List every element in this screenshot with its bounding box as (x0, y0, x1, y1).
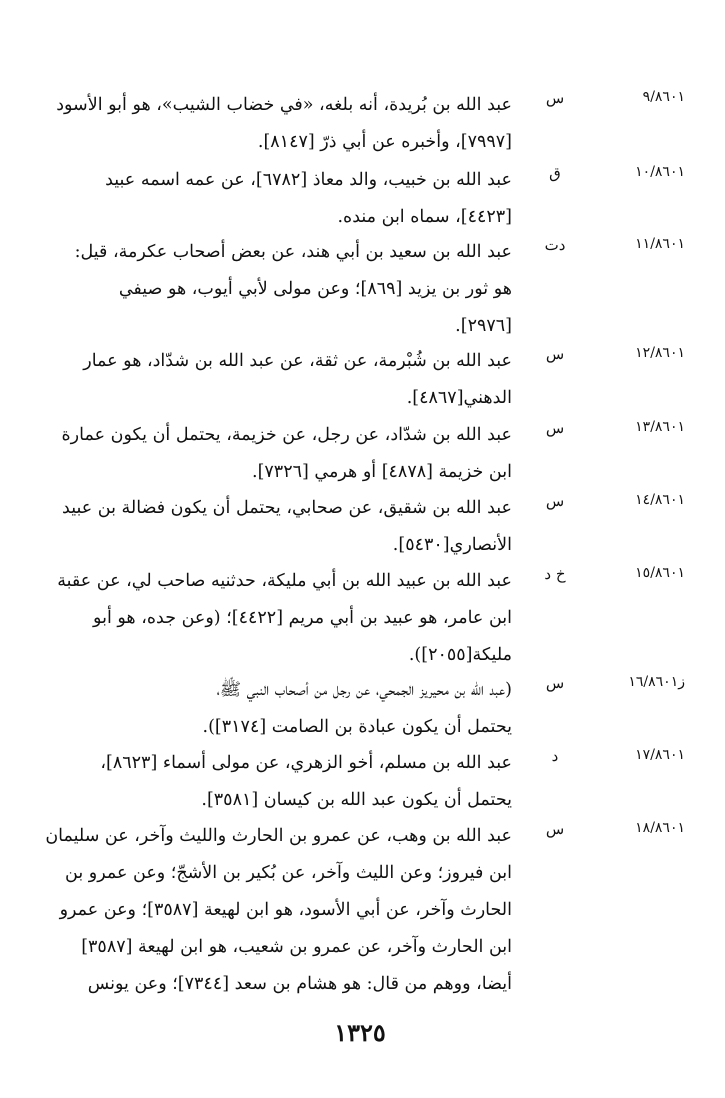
entry-line: (عبد الله بن محيريز الجمحي، عن رجل من أصحاب النبي ﷺ، (216, 680, 512, 700)
entry-line: الدهني[٤٨٦٧]. (406, 388, 512, 408)
entry-line: أيضا، ووهم من قال: هو هشام بن سعد [٧٣٤٤]؛ وعن يونس (87, 974, 512, 994)
entry-text (74, 234, 512, 345)
entry-line: ابن الحارث وآخر، عن عمرو بن شعيب، هو ابن لهيعة [٣٥٨٧] (81, 937, 512, 957)
entry-text (57, 563, 512, 674)
entry-text (56, 87, 512, 161)
entry-number: ١٠/٨٦٠١ (635, 164, 685, 180)
entry-code: س (545, 345, 565, 363)
entry-line: ابن خزيمة [٤٨٧٨] أو هرمي [٧٣٢٦]. (252, 462, 512, 482)
entry-code: س (545, 820, 565, 838)
entry-text (61, 417, 512, 491)
entry-number: ١٤/٨٦٠١ (635, 492, 685, 508)
entry-number: ز١٦/٨٦٠١ (628, 674, 685, 690)
entry-code: س (545, 89, 565, 107)
entry-code: س (545, 674, 565, 692)
entry-number: ١٨/٨٦٠١ (635, 820, 685, 836)
entry-line: هو ثور بن يزيد [٨٦٩]؛ وعن مولى لأبي أيوب، هو صيفي (118, 279, 512, 299)
entry-code: س (545, 492, 565, 510)
page-number: ١٣٢٥ (334, 1018, 386, 1047)
entry-number: ١٣/٨٦٠١ (635, 419, 685, 435)
entry-line: عبد الله بن عبيد الله بن أبي مليكة، حدثنيه صاحب لي، عن عقبة (57, 571, 512, 591)
entry-text (100, 162, 512, 236)
entry-line: يحتمل أن يكون عبادة بن الصامت [٣١٧٤]). (202, 717, 512, 737)
entry-number: ١٥/٨٦٠١ (635, 565, 685, 581)
entry-number: ١١/٨٦٠١ (635, 236, 685, 252)
entry-code: دت (544, 236, 566, 254)
entry-line: عبد الله بن شُبْرمة، عن ثقة، عن عبد الله بن شدّاد، هو عمار (83, 351, 512, 371)
entry-number: ١٧/٨٦٠١ (635, 747, 685, 763)
entry-line: عبد الله بن خبيب، والد معاذ [٦٧٨٢]، عن عمه اسمه عبيد (105, 170, 512, 190)
entry-line: عبد الله بن بُريدة، أنه بلغه، «في خضاب الشيب»، هو أبو الأسود (56, 95, 512, 115)
entry-line: [٤٤٢٣]، سماه ابن منده. (337, 207, 512, 227)
entry-code: د (551, 747, 559, 765)
entry-code: خ د (544, 565, 566, 583)
entry-text (45, 818, 512, 1003)
entry-text (83, 343, 512, 417)
entry-line: الأنصاري[٥٤٣٠]. (392, 535, 512, 555)
entry-code: س (545, 419, 565, 437)
entry-line: عبد الله بن شقيق، عن صحابي، يحتمل أن يكون فضالة بن عبيد (62, 498, 512, 518)
entry-line: عبد الله بن سعيد بن أبي هند، عن بعض أصحاب عكرمة، قيل: (74, 242, 512, 262)
entry-line: عبد الله بن وهب، عن عمرو بن الحارث والليث وآخر، عن سليمان (45, 826, 512, 846)
entry-line: [٧٩٩٧]، وأخبره عن أبي ذرّ [٨١٤٧]. (257, 132, 512, 152)
entry-number: ١٢/٨٦٠١ (635, 345, 685, 361)
entry-line: ابن فيروز؛ وعن الليث وآخر، عن بُكير بن الأشجّ؛ وعن عمرو بن (65, 863, 512, 883)
entry-number: ٩/٨٦٠١ (642, 89, 685, 105)
entry-line: مليكة[٢٠٥٥]). (408, 645, 512, 665)
entry-line: عبد الله بن مسلم، أخو الزهري، عن مولى أسماء [٨٦٢٣]، (100, 753, 512, 773)
entry-text (100, 745, 512, 819)
entry-code: ق (549, 164, 561, 182)
entry-text (100, 672, 512, 746)
entry-line: ابن عامر، هو عبيد بن أبي مريم [٤٤٢٢]؛ (وعن جده، هو أبو (93, 608, 512, 628)
entry-line: عبد الله بن شدّاد، عن رجل، عن خزيمة، يحتمل أن يكون عمارة (61, 425, 512, 445)
entry-text (62, 490, 512, 564)
entry-line: [٢٩٧٦]. (455, 316, 512, 336)
entry-line: يحتمل أن يكون عبد الله بن كيسان [٣٥٨١]. (201, 790, 512, 810)
entry-line: الحارث وآخر، عن أبي الأسود، هو ابن لهيعة [٣٥٨٧]؛ وعن عمرو (59, 900, 512, 920)
